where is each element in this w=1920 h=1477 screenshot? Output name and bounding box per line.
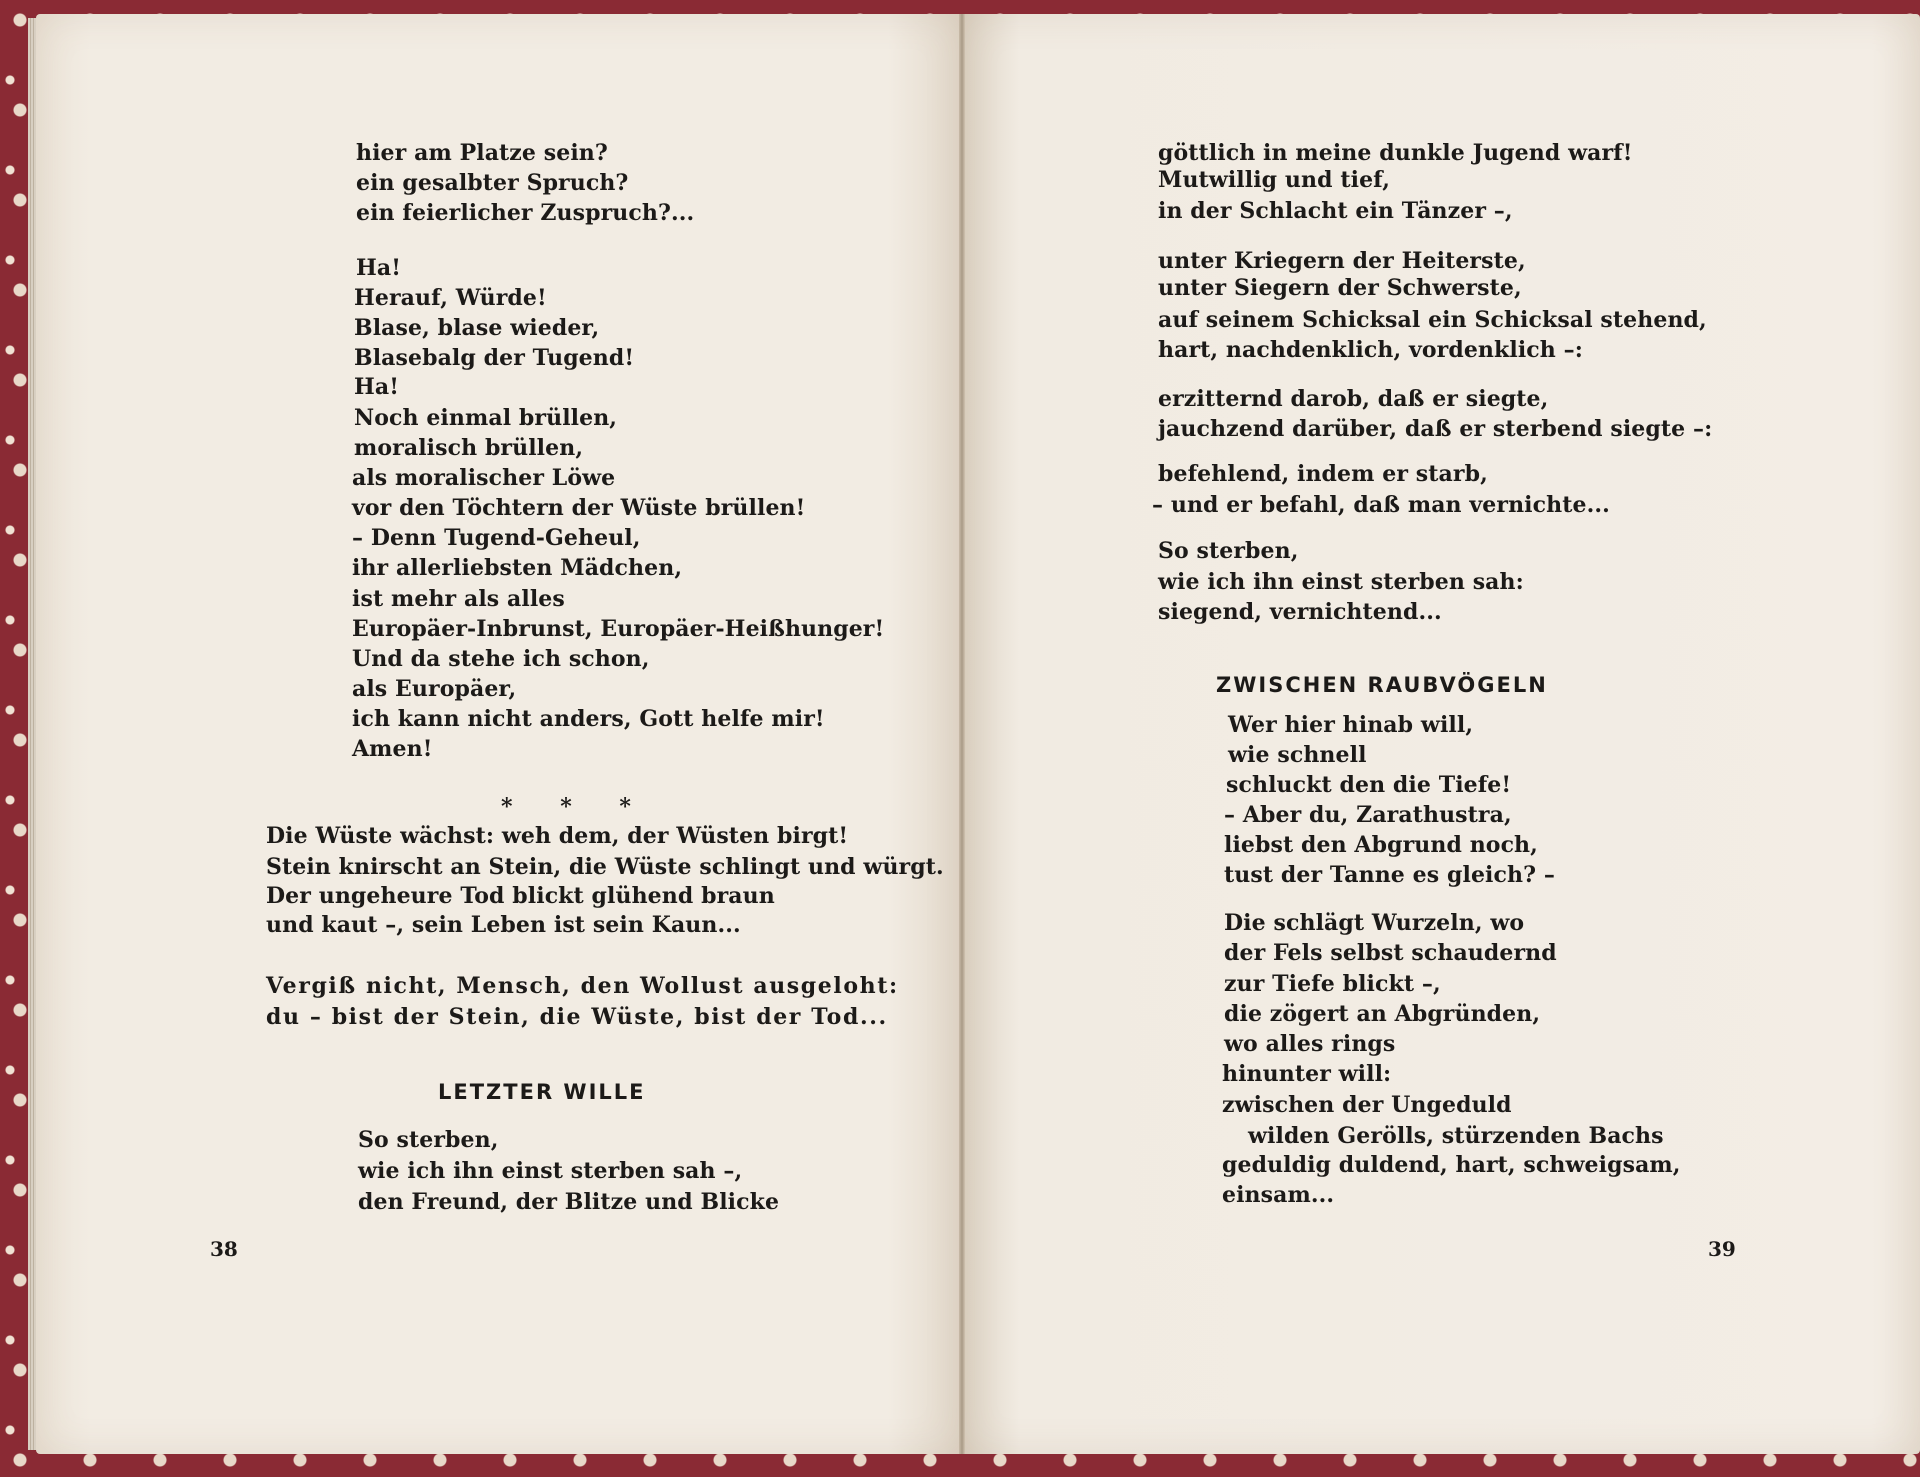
poem-line: Amen! — [352, 736, 433, 762]
poem-line: erzitternd darob, daß er siegte, — [1158, 386, 1549, 412]
left-page — [36, 14, 962, 1454]
poem-line: Blasebalg der Tugend! — [354, 345, 635, 371]
poem-line: wie ich ihn einst sterben sah: — [1158, 569, 1524, 595]
poem-line: Und da stehe ich schon, — [352, 646, 650, 672]
poem-line: So sterben, — [358, 1127, 499, 1153]
poem-line: – Denn Tugend-Geheul, — [352, 525, 641, 551]
asterism-text: * * * — [501, 794, 651, 820]
poem-line: unter Kriegern der Heiterste, — [1158, 248, 1526, 274]
section-heading: LETZTER WILLE — [438, 1080, 646, 1104]
poem-line: befehlend, indem er starb, — [1158, 461, 1488, 487]
poem-line: hinunter will: — [1222, 1061, 1392, 1087]
poem-line: in der Schlacht ein Tänzer –, — [1158, 198, 1513, 224]
poem-line: geduldig duldend, hart, schweigsam, — [1222, 1152, 1681, 1178]
poem-line: jauchzend darüber, daß er sterbend siegte –: — [1158, 416, 1713, 442]
poem-line: vor den Töchtern der Wüste brüllen! — [352, 495, 806, 521]
poem-line: So sterben, — [1158, 538, 1299, 564]
poem-line: Blase, blase wieder, — [354, 315, 600, 341]
poem-line: hier am Platze sein? — [356, 140, 608, 166]
poem-line: einsam... — [1222, 1182, 1335, 1208]
poem-line: siegend, vernichtend... — [1158, 599, 1442, 625]
page-number: 38 — [210, 1237, 238, 1261]
poem-line: ihr allerliebsten Mädchen, — [352, 555, 683, 581]
poem-line: göttlich in meine dunkle Jugend warf! — [1158, 140, 1633, 166]
poem-line: – und er befahl, daß man vernichte... — [1152, 492, 1610, 518]
poem-line: Mutwillig und tief, — [1158, 167, 1391, 193]
poem-line: tust der Tanne es gleich? – — [1224, 862, 1555, 888]
poem-line: Die schlägt Wurzeln, wo — [1224, 910, 1525, 936]
poem-line: Ha! — [356, 255, 401, 281]
poem-line: schluckt den die Tiefe! — [1226, 772, 1512, 798]
poem-line: ein feierlicher Zuspruch?... — [356, 200, 695, 226]
poem-line: du – bist der Stein, die Wüste, bist der Tod... — [266, 1004, 888, 1030]
poem-line: Vergiß nicht, Mensch, den Wollust ausgeloht: — [266, 973, 899, 999]
poem-line: der Fels selbst schaudernd — [1224, 940, 1557, 966]
poem-line: moralisch brüllen, — [354, 435, 584, 461]
poem-line: unter Siegern der Schwerste, — [1158, 275, 1522, 301]
poem-line: ein gesalbter Spruch? — [356, 170, 629, 196]
section-heading: ZWISCHEN RAUBVÖGELN — [1216, 673, 1548, 697]
poem-line: zwischen der Ungeduld — [1222, 1092, 1512, 1118]
page-number: 39 — [1708, 1237, 1736, 1261]
poem-line: wo alles rings — [1224, 1031, 1396, 1057]
poem-line: hart, nachdenklich, vordenklich –: — [1158, 337, 1583, 363]
poem-line: Herauf, Würde! — [354, 285, 547, 311]
poem-line: Der ungeheure Tod blickt glühend braun — [266, 883, 775, 909]
poem-line: wilden Gerölls, stürzenden Bachs — [1248, 1123, 1664, 1149]
poem-line: liebst den Abgrund noch, — [1224, 832, 1538, 858]
poem-line: Europäer-Inbrunst, Europäer-Heißhunger! — [352, 616, 885, 642]
poem-line: – Aber du, Zarathustra, — [1224, 802, 1512, 828]
poem-line: Wer hier hinab will, — [1228, 712, 1474, 738]
poem-line: zur Tiefe blickt –, — [1224, 971, 1441, 997]
poem-line: wie ich ihn einst sterben sah –, — [358, 1158, 743, 1184]
poem-line: ich kann nicht anders, Gott helfe mir! — [352, 706, 825, 732]
poem-line: Die Wüste wächst: weh dem, der Wüsten birgt! — [266, 823, 849, 849]
poem-line: auf seinem Schicksal ein Schicksal stehend, — [1158, 307, 1707, 333]
poem-line: Noch einmal brüllen, — [354, 405, 618, 431]
poem-line: den Freund, der Blitze und Blicke — [358, 1189, 780, 1215]
poem-line: Stein knirscht an Stein, die Wüste schlingt und würgt. — [266, 854, 944, 880]
poem-line: als Europäer, — [352, 676, 517, 702]
poem-line: die zögert an Abgründen, — [1224, 1001, 1541, 1027]
poem-line: wie schnell — [1228, 742, 1367, 768]
poem-line: als moralischer Löwe — [352, 465, 616, 491]
poem-line: und kaut –, sein Leben ist sein Kaun... — [266, 912, 741, 938]
book-spine — [959, 14, 965, 1454]
poem-line: ist mehr als alles — [352, 586, 565, 612]
poem-line: Ha! — [354, 374, 399, 400]
